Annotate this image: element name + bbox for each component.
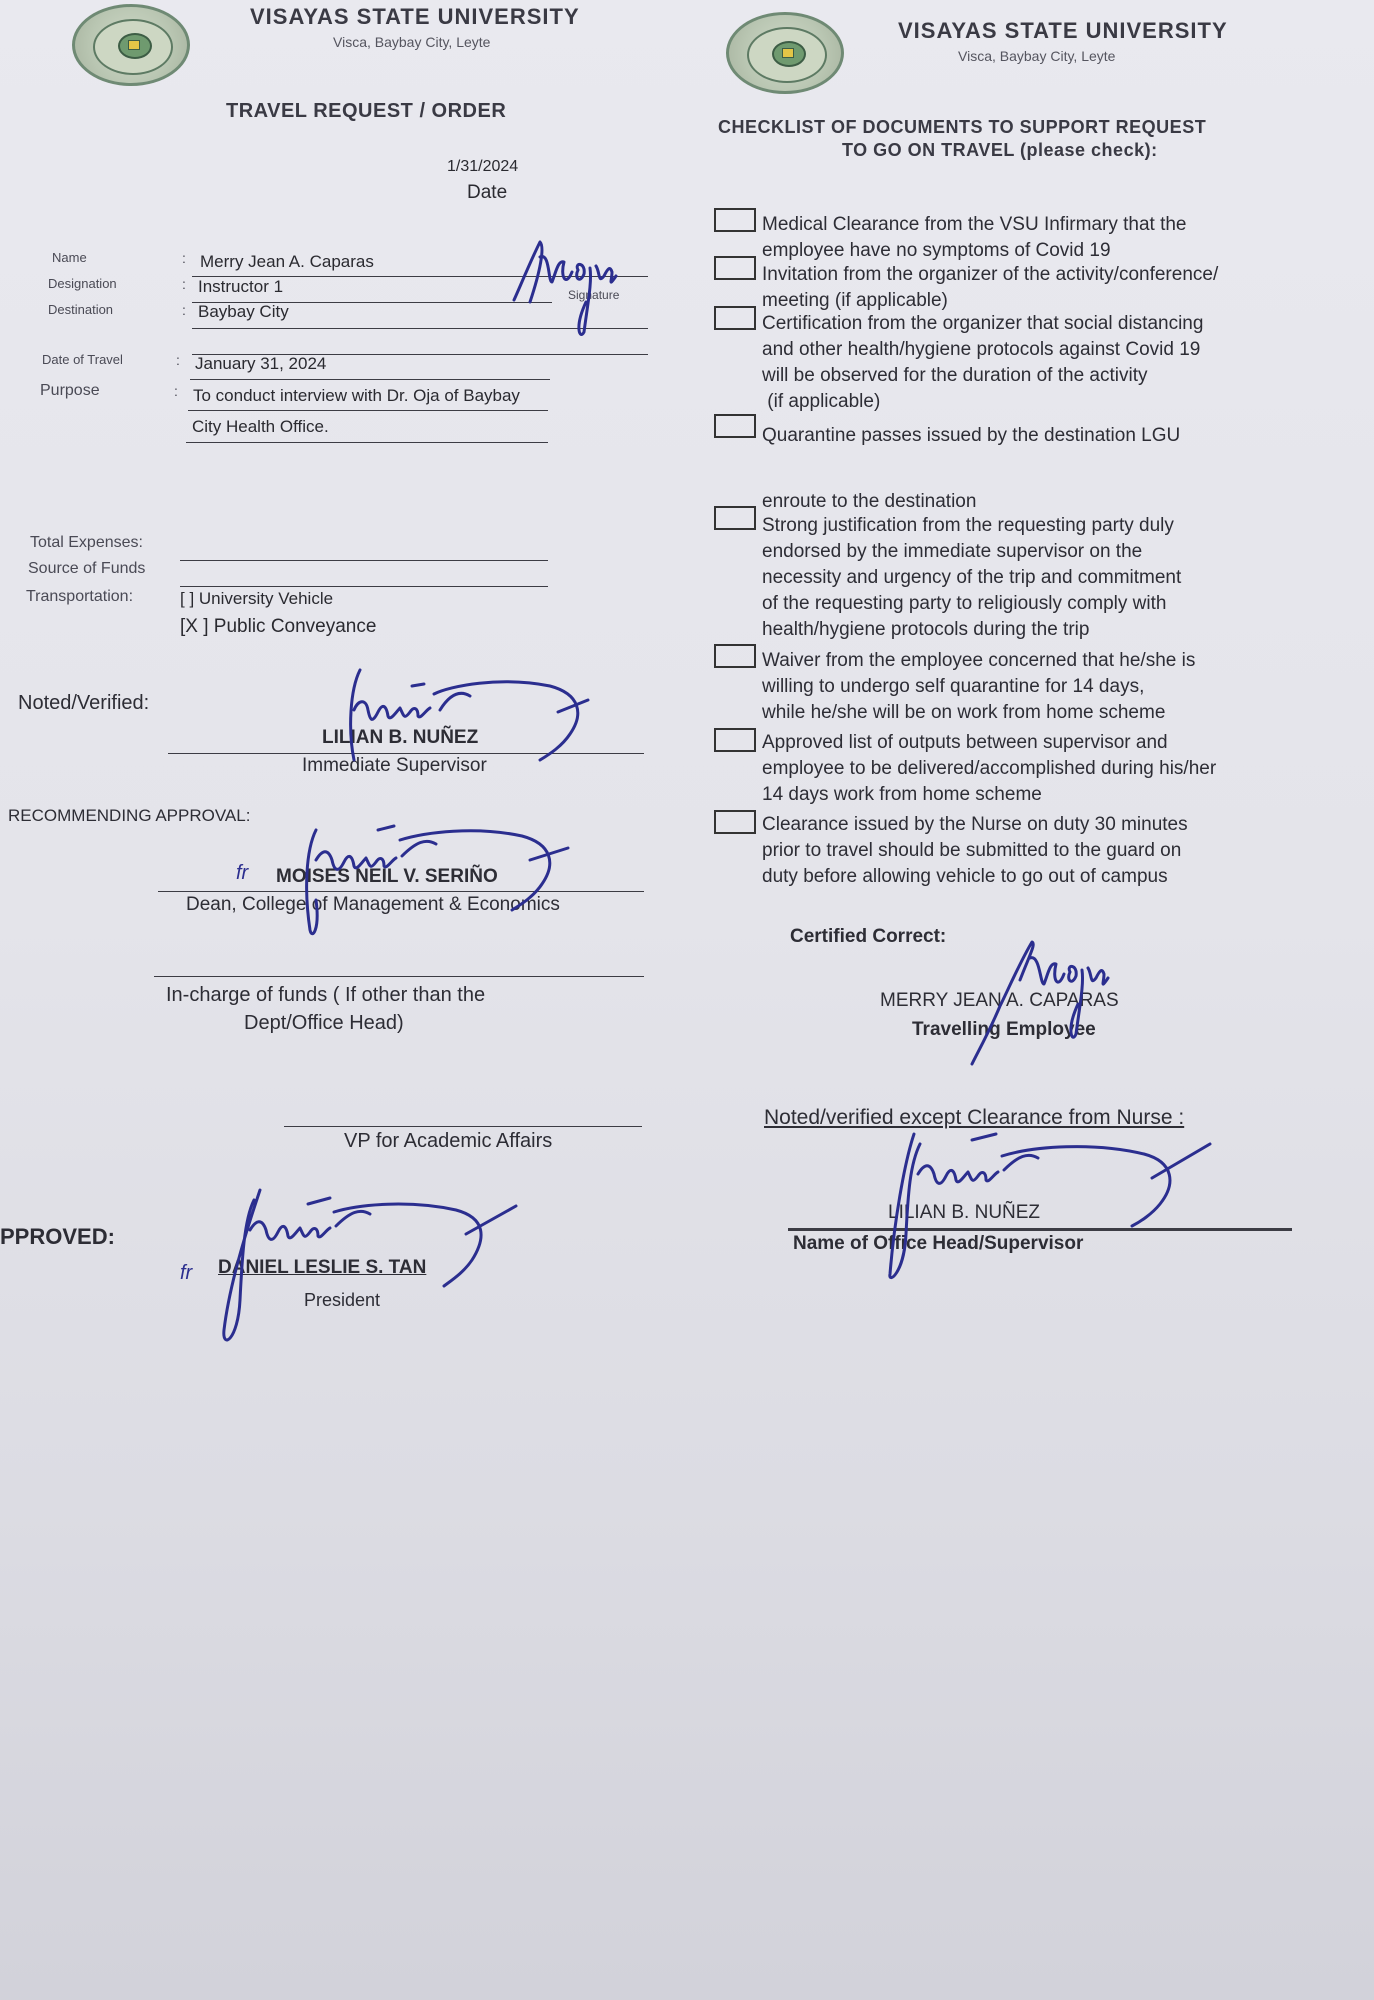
funds-line1: In-charge of funds ( If other than the: [166, 984, 486, 1006]
university-address-right: Visca, Baybay City, Leyte: [958, 48, 1116, 64]
name-label: Name: [52, 250, 87, 265]
checkbox-approved-outputs[interactable]: [714, 728, 756, 752]
purpose-underline2: [186, 442, 548, 443]
checkbox-certification[interactable]: [714, 306, 756, 330]
checkbox-invitation[interactable]: [714, 256, 756, 280]
purpose-label: Purpose: [40, 382, 100, 399]
certified-title: Travelling Employee: [912, 1019, 1096, 1040]
office-head-title: Name of Office Head/Supervisor: [793, 1233, 1084, 1254]
university-name-right: VISAYAS STATE UNIVERSITY: [898, 18, 1228, 43]
checkbox-strong-justification[interactable]: [714, 506, 756, 530]
signature-caparas-certified: [960, 940, 1130, 1070]
checklist-title-line1: CHECKLIST OF DOCUMENTS TO SUPPORT REQUEST: [718, 117, 1207, 137]
form-title: TRAVEL REQUEST / ORDER: [226, 100, 507, 122]
noted-name: LILIAN B. NUÑEZ: [322, 727, 479, 748]
date-of-travel-colon: :: [176, 352, 180, 368]
checklist-item-certification: Certification from the organizer that social distancing and other health/hygiene protocols against Covid 19 will be observed for the duration of the activity (if applicable): [762, 313, 1204, 412]
funds-signature-line: [154, 976, 644, 977]
signature-label: Signature: [568, 288, 620, 302]
approved-name: DANIEL LESLIE S. TAN: [218, 1257, 427, 1278]
vp-title: VP for Academic Affairs: [344, 1130, 553, 1152]
designation-label: Designation: [48, 276, 117, 291]
funds-line2: Dept/Office Head): [244, 1012, 404, 1034]
checklist-item-quarantine-passes: Quarantine passes issued by the destination LGU enroute to the destination: [762, 425, 1181, 512]
university-name-left: VISAYAS STATE UNIVERSITY: [250, 4, 580, 29]
checklist-item-medical-clearance: Medical Clearance from the VSU Infirmary that the employee have no symptoms of Covid 19: [762, 214, 1187, 261]
name-value: Merry Jean A. Caparas: [200, 252, 374, 271]
certified-name: MERRY JEAN A. CAPARAS: [880, 990, 1119, 1011]
recommending-title: Dean, College of Management & Economics: [186, 894, 560, 915]
purpose-line1: To conduct interview with Dr. Oja of Baybay: [193, 386, 520, 405]
transport-option-public-conveyance[interactable]: [X ] Public Conveyance: [180, 616, 377, 637]
purpose-underline1: [188, 410, 548, 411]
checklist-item-strong-justification: Strong justification from the requesting party duly endorsed by the immediate supervisor on the necessity and urgency of the trip and commitment of the requesting party to religiously comply with health/hygiene protocols during the trip: [762, 515, 1182, 640]
transport-option-university-vehicle[interactable]: [ ] University Vehicle: [180, 589, 334, 608]
designation-value: Instructor 1: [198, 277, 284, 296]
total-expenses-label: Total Expenses:: [30, 534, 143, 551]
noted-except-label: Noted/verified except Clearance from Nurse :: [764, 1106, 1185, 1129]
signature-nunez-office-head: [884, 1124, 1204, 1284]
checklist-item-approved-outputs: Approved list of outputs between supervisor and employee to be delivered/accomplished during his/her 14 days work from home scheme: [762, 732, 1217, 805]
noted-title: Immediate Supervisor: [302, 755, 487, 776]
checklist-title-line2: TO GO ON TRAVEL (please check):: [842, 140, 1158, 160]
university-seal-left: [72, 4, 190, 86]
date-value: 1/31/2024: [447, 158, 519, 175]
transportation-label: Transportation:: [26, 588, 134, 605]
recommending-name: MOISES NEIL V. SERIÑO: [276, 866, 498, 887]
purpose-colon: :: [174, 383, 178, 399]
certified-correct-label: Certified Correct:: [790, 926, 947, 947]
name-colon: :: [182, 250, 186, 266]
signature-nunez-noted: [300, 650, 600, 780]
purpose-line2: City Health Office.: [192, 417, 329, 436]
checkbox-waiver[interactable]: [714, 644, 756, 668]
checklist-item-nurse-clearance: Clearance issued by the Nurse on duty 30 minutes prior to travel should be submitted to the guard on duty before allowing vehicle to go out of campus: [762, 814, 1188, 887]
university-address-left: Visca, Baybay City, Leyte: [333, 34, 491, 50]
source-of-funds-line: [180, 586, 548, 587]
destination-colon: :: [182, 302, 186, 318]
designation-colon: :: [182, 276, 186, 292]
recommending-approval-label: RECOMMENDING APPROVAL:: [8, 806, 251, 825]
checklist-item-waiver: Waiver from the employee concerned that he/she is willing to undergo self quarantine for 14 days, while he/she will be on work from home scheme: [762, 650, 1196, 723]
total-expenses-line: [180, 560, 548, 561]
initial-mark-recommending: fr: [236, 862, 249, 884]
noted-verified-label: Noted/Verified:: [18, 692, 150, 714]
signature-caparas-top: [500, 232, 640, 342]
vp-signature-line: [284, 1126, 642, 1127]
university-seal-right: [726, 12, 844, 94]
date-label: Date: [467, 182, 508, 203]
date-of-travel-line: [190, 379, 550, 380]
destination-label: Destination: [48, 302, 114, 317]
approved-title: President: [304, 1290, 381, 1310]
office-head-name: LILIAN B. NUÑEZ: [888, 1202, 1041, 1223]
checkbox-medical-clearance[interactable]: [714, 208, 756, 232]
initial-mark-approved: fr: [180, 1262, 193, 1284]
signature-nunez-recommending: [276, 800, 576, 940]
date-of-travel-value: January 31, 2024: [195, 354, 327, 373]
checkbox-nurse-clearance[interactable]: [714, 810, 756, 834]
source-of-funds-label: Source of Funds: [28, 560, 146, 577]
signature-nunez-approved: [210, 1180, 510, 1340]
checkbox-quarantine-passes[interactable]: [714, 414, 756, 438]
approved-label: PPROVED:: [0, 1224, 115, 1249]
date-of-travel-label: Date of Travel: [42, 352, 123, 367]
checklist-item-invitation: Invitation from the organizer of the activity/conference/ meeting (if applicable): [762, 264, 1219, 311]
destination-value: Baybay City: [198, 302, 289, 321]
